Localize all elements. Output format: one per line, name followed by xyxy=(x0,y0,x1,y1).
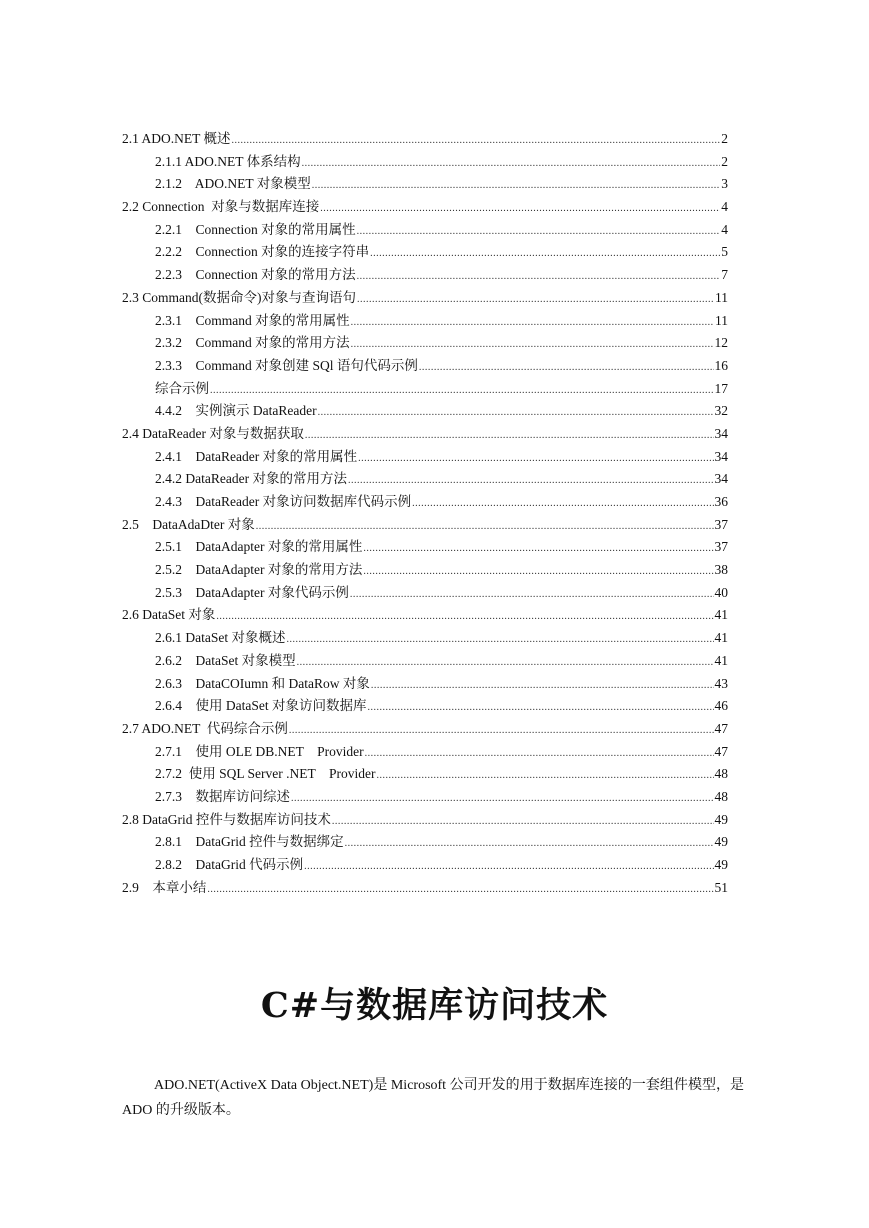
toc-entry[interactable] xyxy=(122,491,728,514)
toc-entry[interactable] xyxy=(122,378,728,401)
toc-entry-page-number: 36 xyxy=(714,494,728,509)
toc-entry-page-number: 51 xyxy=(714,879,728,895)
toc-entry-page-number: 49 xyxy=(714,857,728,872)
toc-leader-dots xyxy=(419,357,714,380)
toc-entry[interactable] xyxy=(122,151,728,174)
toc-entry-page-number: 34 xyxy=(714,425,728,441)
toc-entry-label: 2.6 DataSet 对象 xyxy=(122,607,216,623)
toc-entry-page-number: 47 xyxy=(714,743,728,759)
toc-entry-page-number: 11 xyxy=(715,289,728,305)
toc-leader-dots xyxy=(365,743,714,766)
toc-entry-label: 2.4.2 DataReader 对象的常用方法 xyxy=(155,471,347,487)
toc-entry[interactable] xyxy=(122,763,728,786)
toc-entry-label: 2.1 ADO.NET 概述 xyxy=(122,131,231,146)
toc-leader-dots xyxy=(320,198,720,221)
toc-entry-page-number: 37 xyxy=(714,539,728,555)
toc-entry[interactable] xyxy=(122,332,728,355)
toc-entry-page-number: 48 xyxy=(714,766,728,782)
toc-entry-label: 2.5.2 DataAdapter 对象的常用方法 xyxy=(155,562,363,578)
toc-leader-dots xyxy=(318,402,714,425)
toc-entry-label: 4.4.2 实例演示 DataReader xyxy=(155,403,317,419)
toc-leader-dots xyxy=(207,879,713,902)
toc-entry[interactable] xyxy=(122,219,728,242)
toc-entry-label: 2.2.3 Connection 对象的常用方法 xyxy=(155,267,356,283)
toc-leader-dots xyxy=(357,221,721,244)
toc-leader-dots xyxy=(216,606,713,629)
toc-entry[interactable] xyxy=(122,627,728,650)
table-of-contents xyxy=(122,128,728,899)
toc-leader-dots xyxy=(350,584,714,607)
toc-leader-dots xyxy=(376,765,713,788)
toc-entry[interactable] xyxy=(122,446,728,469)
toc-entry-page-number: 46 xyxy=(714,698,728,714)
toc-leader-dots xyxy=(363,538,713,561)
toc-entry-label: 2.1.1 ADO.NET 体系结构 xyxy=(155,153,301,169)
toc-leader-dots xyxy=(370,243,720,266)
toc-leader-dots xyxy=(210,380,714,403)
toc-entry-page-number: 34 xyxy=(714,471,728,487)
toc-leader-dots xyxy=(345,833,714,856)
toc-leader-dots xyxy=(304,856,713,879)
toc-entry[interactable] xyxy=(122,196,728,219)
toc-entry[interactable] xyxy=(122,650,728,673)
toc-entry[interactable] xyxy=(122,809,728,832)
toc-entry[interactable] xyxy=(122,287,728,310)
toc-entry-label: 综合示例 xyxy=(155,380,209,396)
toc-entry-label: 2.7.3 数据库访问综述 xyxy=(155,788,290,804)
toc-entry-page-number: 48 xyxy=(714,788,728,804)
toc-entry-label: 2.4.1 DataReader 对象的常用属性 xyxy=(155,448,358,464)
toc-entry-label: 2.3.1 Command 对象的常用属性 xyxy=(155,312,350,328)
toc-leader-dots xyxy=(412,493,713,516)
toc-entry-label: 2.7.2 使用 SQL Server .NET Provider xyxy=(155,766,376,782)
toc-entry[interactable] xyxy=(122,514,728,537)
toc-entry[interactable] xyxy=(122,355,728,378)
toc-entry-page-number: 17 xyxy=(714,380,728,396)
toc-entry[interactable] xyxy=(122,128,728,151)
toc-entry[interactable] xyxy=(122,241,728,264)
toc-leader-dots xyxy=(357,266,721,289)
chapter-title: C#与数据库访问技术 xyxy=(260,985,609,1026)
toc-entry-page-number: 12 xyxy=(714,335,728,351)
intro-paragraph: ADO.NET(ActiveX Data Object.NET)是 Microsoft 公司开发的用于数据库连接的一套组件模型，是 ADO 的升级版本。 xyxy=(122,1078,744,1118)
toc-entry-label: 2.1.2 ADO.NET 对象模型 xyxy=(155,176,311,192)
toc-entry[interactable] xyxy=(122,695,728,718)
toc-entry-page-number: 47 xyxy=(714,720,728,736)
toc-entry-label: 2.7.1 使用 OLE DB.NET Provider xyxy=(155,743,364,759)
toc-entry[interactable] xyxy=(122,264,728,287)
toc-entry-page-number: 49 xyxy=(714,834,728,850)
toc-leader-dots xyxy=(256,516,714,539)
toc-leader-dots xyxy=(351,334,714,357)
toc-entry-label: 2.6.3 DataCOIumn 和 DataRow 对象 xyxy=(155,675,370,691)
toc-entry-label: 2.5 DataAdaDter 对象 xyxy=(122,516,255,532)
toc-entry-page-number: 49 xyxy=(714,811,728,827)
toc-entry-label: 2.2.2 Connection 对象的连接字符串 xyxy=(155,244,370,260)
toc-leader-dots xyxy=(312,175,720,198)
toc-entry-page-number: 41 xyxy=(714,607,728,623)
toc-leader-dots xyxy=(358,448,713,471)
toc-entry-page-number: 7 xyxy=(721,267,728,283)
toc-entry-page-number: 4 xyxy=(721,199,728,215)
toc-entry-page-number: 38 xyxy=(714,562,728,578)
toc-entry[interactable] xyxy=(122,310,728,333)
toc-leader-dots xyxy=(302,153,721,176)
toc-entry-label: 2.2.1 Connection 对象的常用属性 xyxy=(155,221,356,237)
toc-entry[interactable] xyxy=(122,559,728,582)
toc-entry[interactable] xyxy=(122,582,728,605)
toc-entry[interactable] xyxy=(122,786,728,809)
toc-leader-dots xyxy=(287,629,714,652)
toc-entry-label: 2.6.2 DataSet 对象模型 xyxy=(155,652,296,668)
toc-entry-label: 2.8 DataGrid 控件与数据库访问技术 xyxy=(122,811,331,827)
toc-leader-dots xyxy=(367,697,713,720)
toc-entry[interactable] xyxy=(122,718,728,741)
toc-entry-label: 2.4 DataReader 对象与数据获取 xyxy=(122,425,304,441)
toc-entry-page-number: 3 xyxy=(721,176,728,192)
toc-entry-label: 2.9 本章小结 xyxy=(122,879,207,895)
toc-entry[interactable] xyxy=(122,536,728,559)
toc-entry-page-number: 34 xyxy=(714,448,728,464)
toc-entry[interactable] xyxy=(122,173,728,196)
toc-entry-label: 2.3.2 Command 对象的常用方法 xyxy=(155,335,350,351)
toc-entry-page-number: 41 xyxy=(714,630,728,646)
toc-entry-label: 2.3 Command(数据命令)对象与查询语句 xyxy=(122,289,356,305)
toc-leader-dots xyxy=(232,130,721,153)
toc-leader-dots xyxy=(297,652,714,675)
toc-entry[interactable] xyxy=(122,854,728,877)
toc-entry-page-number: 40 xyxy=(714,584,728,600)
toc-entry-page-number: 41 xyxy=(714,652,728,668)
toc-entry-label: 2.2 Connection 对象与数据库连接 xyxy=(122,199,320,215)
toc-leader-dots xyxy=(363,561,713,584)
toc-entry[interactable] xyxy=(122,831,728,854)
toc-entry-label: 2.5.1 DataAdapter 对象的常用属性 xyxy=(155,539,363,555)
toc-entry-label: 2.6.4 使用 DataSet 对象访问数据库 xyxy=(155,698,367,714)
toc-entry-page-number: 37 xyxy=(714,516,728,532)
toc-entry-page-number: 2 xyxy=(721,131,728,146)
toc-entry-page-number: 2 xyxy=(721,153,728,169)
toc-entry[interactable] xyxy=(122,423,728,446)
toc-entry-label: 2.8.1 DataGrid 控件与数据绑定 xyxy=(155,834,344,850)
toc-leader-dots xyxy=(291,788,714,811)
toc-entry[interactable] xyxy=(122,741,728,764)
toc-entry-page-number: 32 xyxy=(714,403,728,419)
toc-entry[interactable] xyxy=(122,604,728,627)
toc-leader-dots xyxy=(371,675,714,698)
toc-leader-dots xyxy=(289,720,714,743)
toc-entry-label: 2.7 ADO.NET 代码综合示例 xyxy=(122,720,288,736)
toc-entry-label: 2.8.2 DataGrid 代码示例 xyxy=(155,857,304,872)
toc-entry-label: 2.6.1 DataSet 对象概述 xyxy=(155,630,286,646)
toc-entry[interactable] xyxy=(122,877,728,900)
toc-leader-dots xyxy=(351,312,714,335)
toc-entry-label: 2.4.3 DataReader 对象访问数据库代码示例 xyxy=(155,494,412,509)
toc-leader-dots xyxy=(305,425,714,448)
toc-entry-label: 2.5.3 DataAdapter 对象代码示例 xyxy=(155,584,349,600)
toc-entry[interactable] xyxy=(122,468,728,491)
toc-entry-label: 2.3.3 Command 对象创建 SQl 语句代码示例 xyxy=(155,357,418,373)
toc-entry-page-number: 11 xyxy=(715,312,728,328)
toc-entry[interactable] xyxy=(122,673,728,696)
toc-entry-page-number: 5 xyxy=(721,244,728,260)
toc-leader-dots xyxy=(348,470,714,493)
toc-entry-page-number: 4 xyxy=(721,221,728,237)
toc-entry-page-number: 16 xyxy=(714,357,728,373)
toc-leader-dots xyxy=(357,289,714,312)
toc-entry-page-number: 43 xyxy=(714,675,728,691)
toc-entry[interactable] xyxy=(122,400,728,423)
toc-leader-dots xyxy=(332,811,714,834)
